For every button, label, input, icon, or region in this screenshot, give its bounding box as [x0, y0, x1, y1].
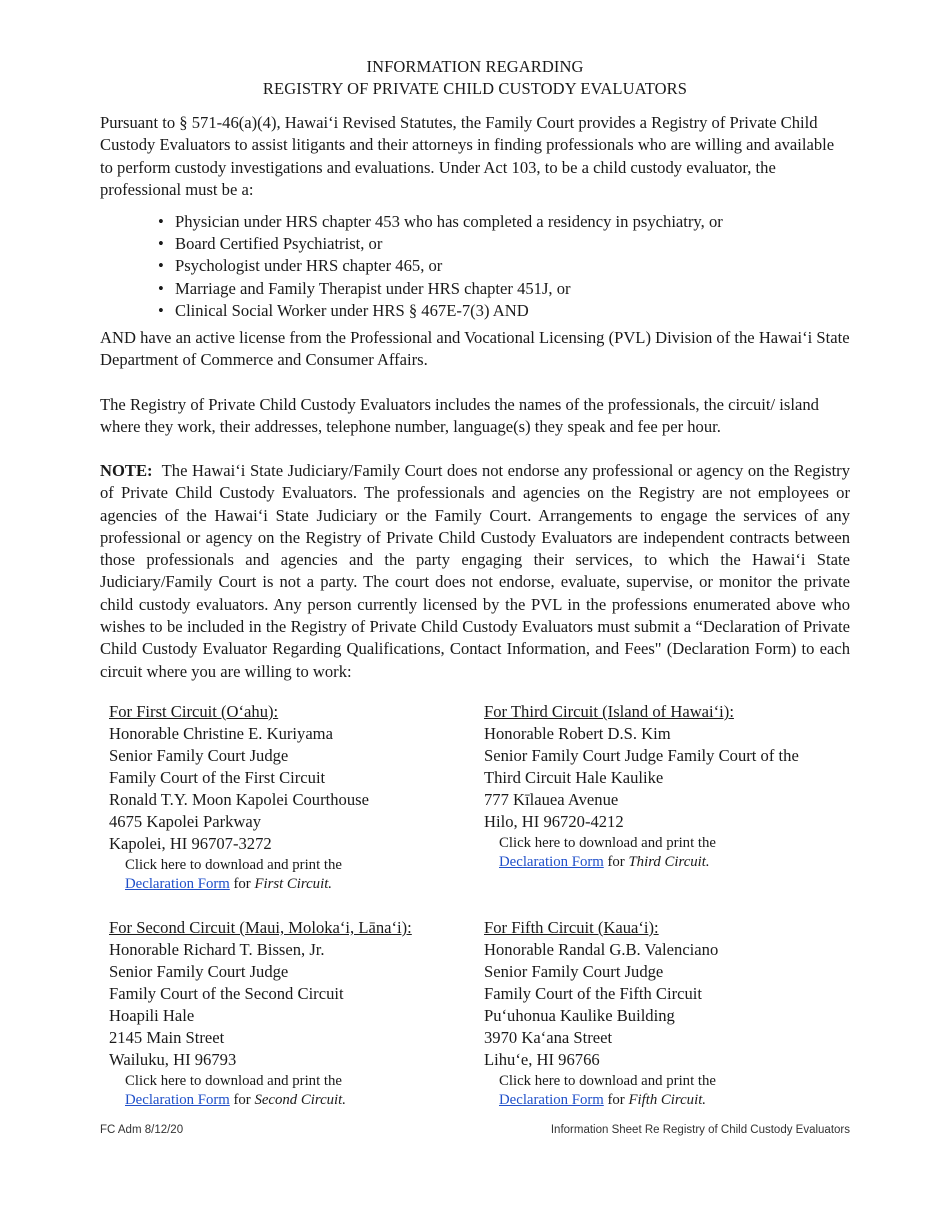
- download-text: Click here to download and print the: [499, 835, 716, 851]
- address-line: Senior Family Court Judge Family Court of the: [484, 746, 799, 765]
- address-line: Honorable Richard T. Bissen, Jr.: [109, 940, 325, 959]
- address-line: 2145 Main Street: [109, 1028, 225, 1047]
- address-line: Family Court of the First Circuit: [109, 768, 326, 787]
- bullet-icon: •: [158, 234, 164, 254]
- footer-form-code: FC Adm 8/12/20: [100, 1124, 184, 1136]
- third-circuit-heading: For Third Circuit (Island of Hawai‘i):: [484, 702, 734, 721]
- fifth-circuit-declaration-form-link[interactable]: Declaration Form: [499, 1092, 604, 1108]
- address-line: Senior Family Court Judge: [109, 746, 289, 765]
- address-line: Hoapili Hale: [109, 1006, 195, 1025]
- bullet-icon: •: [158, 300, 164, 320]
- second-circuit-declaration-form-link[interactable]: Declaration Form: [125, 1092, 230, 1108]
- qualification-list: [158, 211, 723, 322]
- qualification-text: Marriage and Family Therapist under HRS chapter 451J, or: [175, 278, 571, 298]
- title-line-1: INFORMATION REGARDING: [366, 57, 584, 76]
- address-line: Family Court of the Second Circuit: [109, 984, 344, 1003]
- download-instruction: [499, 834, 799, 872]
- second-circuit-heading: For Second Circuit (Maui, Moloka‘i, Lāna‘i):: [109, 918, 412, 937]
- address-line: Honorable Christine E. Kuriyama: [109, 724, 333, 743]
- for-text: for: [233, 876, 251, 892]
- license-paragraph: AND have an active license from the Professional and Vocational Licensing (PVL) Division of the Hawai‘i State Department of Commerce and Consumer Affairs.: [100, 328, 850, 370]
- download-text: Click here to download and print the: [125, 1073, 342, 1089]
- third-circuit-block: [484, 701, 799, 872]
- footer-document-title: Information Sheet Re Registry of Child Custody Evaluators: [550, 1124, 850, 1136]
- qualification-text: Clinical Social Worker under HRS § 467E-7(3) AND: [175, 300, 529, 320]
- address-line: Honorable Randal G.B. Valenciano: [484, 940, 719, 959]
- bullet-icon: •: [158, 212, 164, 231]
- address-line: Kapolei, HI 96707-3272: [109, 834, 272, 853]
- list-item: [158, 211, 723, 233]
- first-circuit-block: [109, 701, 369, 894]
- address-line: Ronald T.Y. Moon Kapolei Courthouse: [109, 790, 369, 809]
- address-line: Pu‘uhonua Kaulike Building: [484, 1006, 675, 1025]
- fifth-circuit-heading: For Fifth Circuit (Kaua‘i):: [484, 918, 659, 937]
- address-line: 3970 Ka‘ana Street: [484, 1028, 613, 1047]
- first-circuit-heading: For First Circuit (O‘ahu):: [109, 702, 279, 721]
- address-line: Wailuku, HI 96793: [109, 1050, 237, 1069]
- qualification-text: Psychologist under HRS chapter 465, or: [175, 256, 443, 276]
- download-text: Click here to download and print the: [125, 857, 342, 873]
- address-line: Senior Family Court Judge: [484, 962, 664, 981]
- note-text: The Hawai‘i State Judiciary/Family Court does not endorse any professional or agency on the Registry of Private Child Custody Evaluators. The professionals and agencies on the Registry are not employees or agencies of the Hawai‘i State Judiciary or the Family Court. Arrangements to engage the services of any professional or agency on the Registry of Private Child Custody Evaluators are independent contracts between those professionals and agencies and the party engaging their services, to which the Hawai‘i State Judiciary/Family Court is not a party. The court does not endorse, evaluate, supervise, or monitor the private child custody evaluators. Any person currently licensed by the PVL in the professions enumerated above who wishes to be included in the Registry of Private Child Custody Evaluators must submit a “Declaration of Private Child Custody Evaluator Regarding Qualifications, Contact Information, and Fees" (Declaration Form) to each circuit where you are willing to work:: [100, 461, 850, 681]
- for-text: for: [607, 1092, 625, 1108]
- third-circuit-declaration-form-link[interactable]: Declaration Form: [499, 854, 604, 870]
- circuit-name: Fifth Circuit.: [628, 1092, 706, 1108]
- registry-paragraph: The Registry of Private Child Custody Evaluators includes the names of the professionals, the circuit/ island where they work, their addresses, telephone number, language(s) they speak and fee per hour.: [100, 395, 819, 437]
- download-instruction: [499, 1072, 718, 1110]
- fifth-circuit-block: [484, 917, 718, 1110]
- address-line: Third Circuit Hale Kaulike: [484, 768, 664, 787]
- download-instruction: [125, 1072, 412, 1110]
- title-line-2: REGISTRY OF PRIVATE CHILD CUSTODY EVALUATORS: [262, 79, 688, 98]
- list-item: [158, 300, 723, 322]
- address-line: Lihu‘e, HI 96766: [484, 1050, 600, 1069]
- address-line: Family Court of the Fifth Circuit: [484, 984, 703, 1003]
- note-label: NOTE:: [100, 461, 153, 480]
- address-line: Hilo, HI 96720-4212: [484, 812, 624, 831]
- circuit-name: Second Circuit.: [254, 1092, 346, 1108]
- note-paragraph: [100, 460, 850, 683]
- second-circuit-block: [109, 917, 412, 1110]
- download-instruction: [125, 856, 369, 894]
- circuit-name: Third Circuit.: [628, 854, 710, 870]
- bullet-icon: •: [158, 278, 164, 298]
- qualification-text: Physician under HRS chapter 453 who has completed a residency in psychiatry, or: [175, 212, 723, 231]
- address-line: 777 Kīlauea Avenue: [484, 790, 619, 809]
- qualification-text: Board Certified Psychiatrist, or: [175, 234, 383, 254]
- bullet-icon: •: [158, 256, 164, 276]
- address-line: 4675 Kapolei Parkway: [109, 812, 262, 831]
- list-item: [158, 278, 723, 300]
- address-line: Senior Family Court Judge: [109, 962, 289, 981]
- intro-paragraph: Pursuant to § 571-46(a)(4), Hawai‘i Revised Statutes, the Family Court provides a Registry of Private Child Custody Evaluators to assist litigants and their attorneys in finding professionals who are willing and available to perform custody investigations and evaluations. Under Act 103, to be a child custody evaluator, the professional must be a:: [100, 113, 835, 199]
- circuit-name: First Circuit.: [254, 876, 333, 892]
- for-text: for: [233, 1092, 251, 1108]
- list-item: [158, 233, 723, 255]
- list-item: [158, 255, 723, 277]
- first-circuit-declaration-form-link[interactable]: Declaration Form: [125, 876, 230, 892]
- address-line: Honorable Robert D.S. Kim: [484, 724, 671, 743]
- download-text: Click here to download and print the: [499, 1073, 716, 1089]
- for-text: for: [607, 854, 625, 870]
